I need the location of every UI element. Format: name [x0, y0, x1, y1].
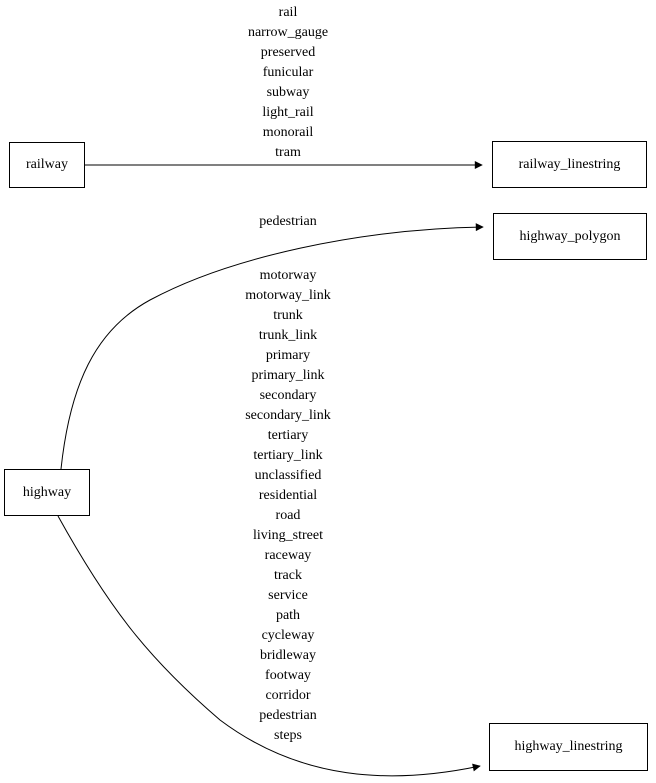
edge-label-line: cycleway — [261, 628, 315, 643]
node-highway-linestring-label: highway_linestring — [514, 739, 623, 754]
edge-label-line: secondary — [259, 388, 317, 403]
edge-label-line: unclassified — [254, 468, 322, 483]
edge-label-line: trunk — [273, 308, 303, 323]
edge-label-line: secondary_link — [245, 408, 331, 423]
edge-labels-highway-linestring-types — [168, 266, 408, 746]
edge-label-line: light_rail — [262, 105, 314, 120]
node-railway — [9, 142, 85, 188]
edge-label-line: tertiary — [267, 428, 309, 443]
edge-label-line: tram — [275, 145, 301, 160]
edge-label-line: pedestrian — [259, 214, 317, 229]
node-highway-polygon-label: highway_polygon — [519, 228, 621, 244]
edge-label-line: rail — [278, 5, 298, 20]
edge-label-line: primary_link — [251, 368, 325, 383]
edge-label-line: road — [275, 508, 301, 523]
edge-label-line: path — [275, 608, 301, 623]
node-highway — [4, 469, 90, 516]
edge-label-line: footway — [265, 668, 311, 683]
edge-label-line: living_street — [253, 528, 323, 543]
edge-label-line: primary — [265, 348, 311, 363]
node-highway-linestring — [489, 723, 648, 771]
node-highway-label: highway — [22, 484, 72, 500]
edge-label-line: motorway — [259, 268, 317, 283]
node-railway-linestring-label: railway_linestring — [518, 156, 621, 172]
edge-label-line: corridor — [265, 688, 311, 703]
edge-labels-highway-polygon-types — [188, 212, 388, 232]
node-highway-polygon — [493, 213, 647, 260]
edge-label-line: pedestrian — [259, 708, 317, 723]
node-railway-label: railway — [26, 157, 68, 172]
edge-label-line: narrow_gauge — [247, 25, 329, 40]
edge-label-line: monorail — [262, 125, 314, 140]
edge-label-line: subway — [266, 85, 310, 100]
edge-label-line: residential — [258, 488, 318, 503]
edge-label-line: tertiary_link — [253, 448, 323, 463]
edge-label-line: preserved — [260, 45, 316, 60]
edge-label-line: raceway — [264, 548, 312, 563]
edge-label-line: funicular — [262, 65, 314, 80]
edge-label-line: service — [268, 588, 308, 603]
edge-label-line: bridleway — [260, 648, 316, 663]
edge-labels-railway-types — [168, 3, 408, 163]
edge-label-line: track — [274, 568, 302, 583]
edge-label-line: motorway_link — [245, 288, 331, 303]
edge-label-line: trunk_link — [258, 328, 318, 343]
edge-label-line: steps — [274, 728, 302, 743]
node-railway-linestring — [492, 141, 647, 188]
